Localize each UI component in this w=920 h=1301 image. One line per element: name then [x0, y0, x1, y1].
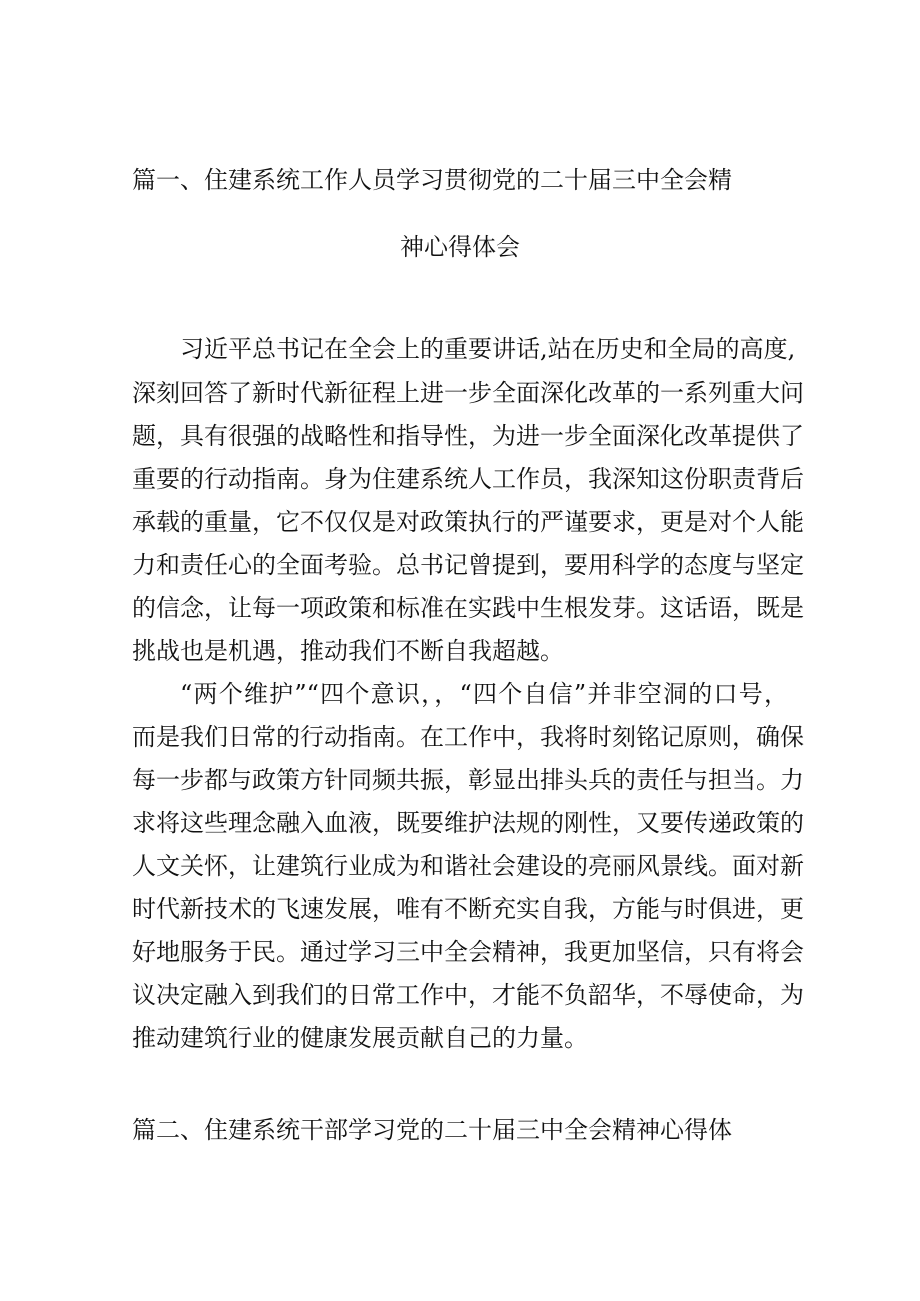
paragraph-line: 每一步都与政策方针同频共振，彰显出排头兵的责任与担当。力	[132, 766, 804, 794]
paragraph-line: 题，具有很强的战略性和指导性，为进一步全面深化改革提供了	[132, 422, 804, 450]
paragraph-line: 重要的行动指南。身为住建系统人工作员，我深知这份职责背后	[132, 465, 804, 493]
paragraph-line: 求将这些理念融入血液，既要维护法规的刚性，又要传递政策的	[132, 809, 804, 837]
article1-title-line2: 神心得体会	[400, 233, 520, 261]
article2-title-line1: 篇二、住建系统干部学习党的二十届三中全会精神心得体	[132, 1116, 732, 1144]
paragraph-line: 承载的重量，它不仅仅是对政策执行的严谨要求，更是对个人能	[132, 508, 804, 536]
paragraph-line: “两个维护”“四个意识，，“四个自信”并非空洞的口号，	[180, 680, 788, 708]
article1-title-line1: 篇一、住建系统工作人员学习贯彻党的二十届三中全会精	[132, 166, 732, 194]
paragraph-line: 议决定融入到我们的日常工作中，才能不负韶华，不辱使命，为	[132, 981, 804, 1009]
paragraph-line: 推动建筑行业的健康发展贡献自己的力量。	[132, 1024, 588, 1052]
paragraph-line: 而是我们日常的行动指南。在工作中，我将时刻铭记原则，确保	[132, 723, 804, 751]
paragraph-line: 挑战也是机遇，推动我们不断自我超越。	[132, 637, 564, 665]
paragraph-line: 力和责任心的全面考验。总书记曾提到，要用科学的态度与坚定	[132, 551, 804, 579]
paragraph-line: 时代新技术的飞速发展，唯有不断充实自我，方能与时俱进，更	[132, 895, 804, 923]
paragraph-line: 的信念，让每一项政策和标准在实践中生根发芽。这话语，既是	[132, 594, 804, 622]
paragraph-line: 好地服务于民。通过学习三中全会精神，我更加坚信，只有将会	[132, 938, 804, 966]
paragraph-line: 深刻回答了新时代新征程上进一步全面深化改革的一系列重大问	[132, 379, 804, 407]
paragraph-line: 人文关怀，让建筑行业成为和谐社会建设的亮丽风景线。面对新	[132, 852, 804, 880]
paragraph-line: 习近平总书记在全会上的重要讲话,站在历史和全局的高度,	[180, 335, 796, 363]
